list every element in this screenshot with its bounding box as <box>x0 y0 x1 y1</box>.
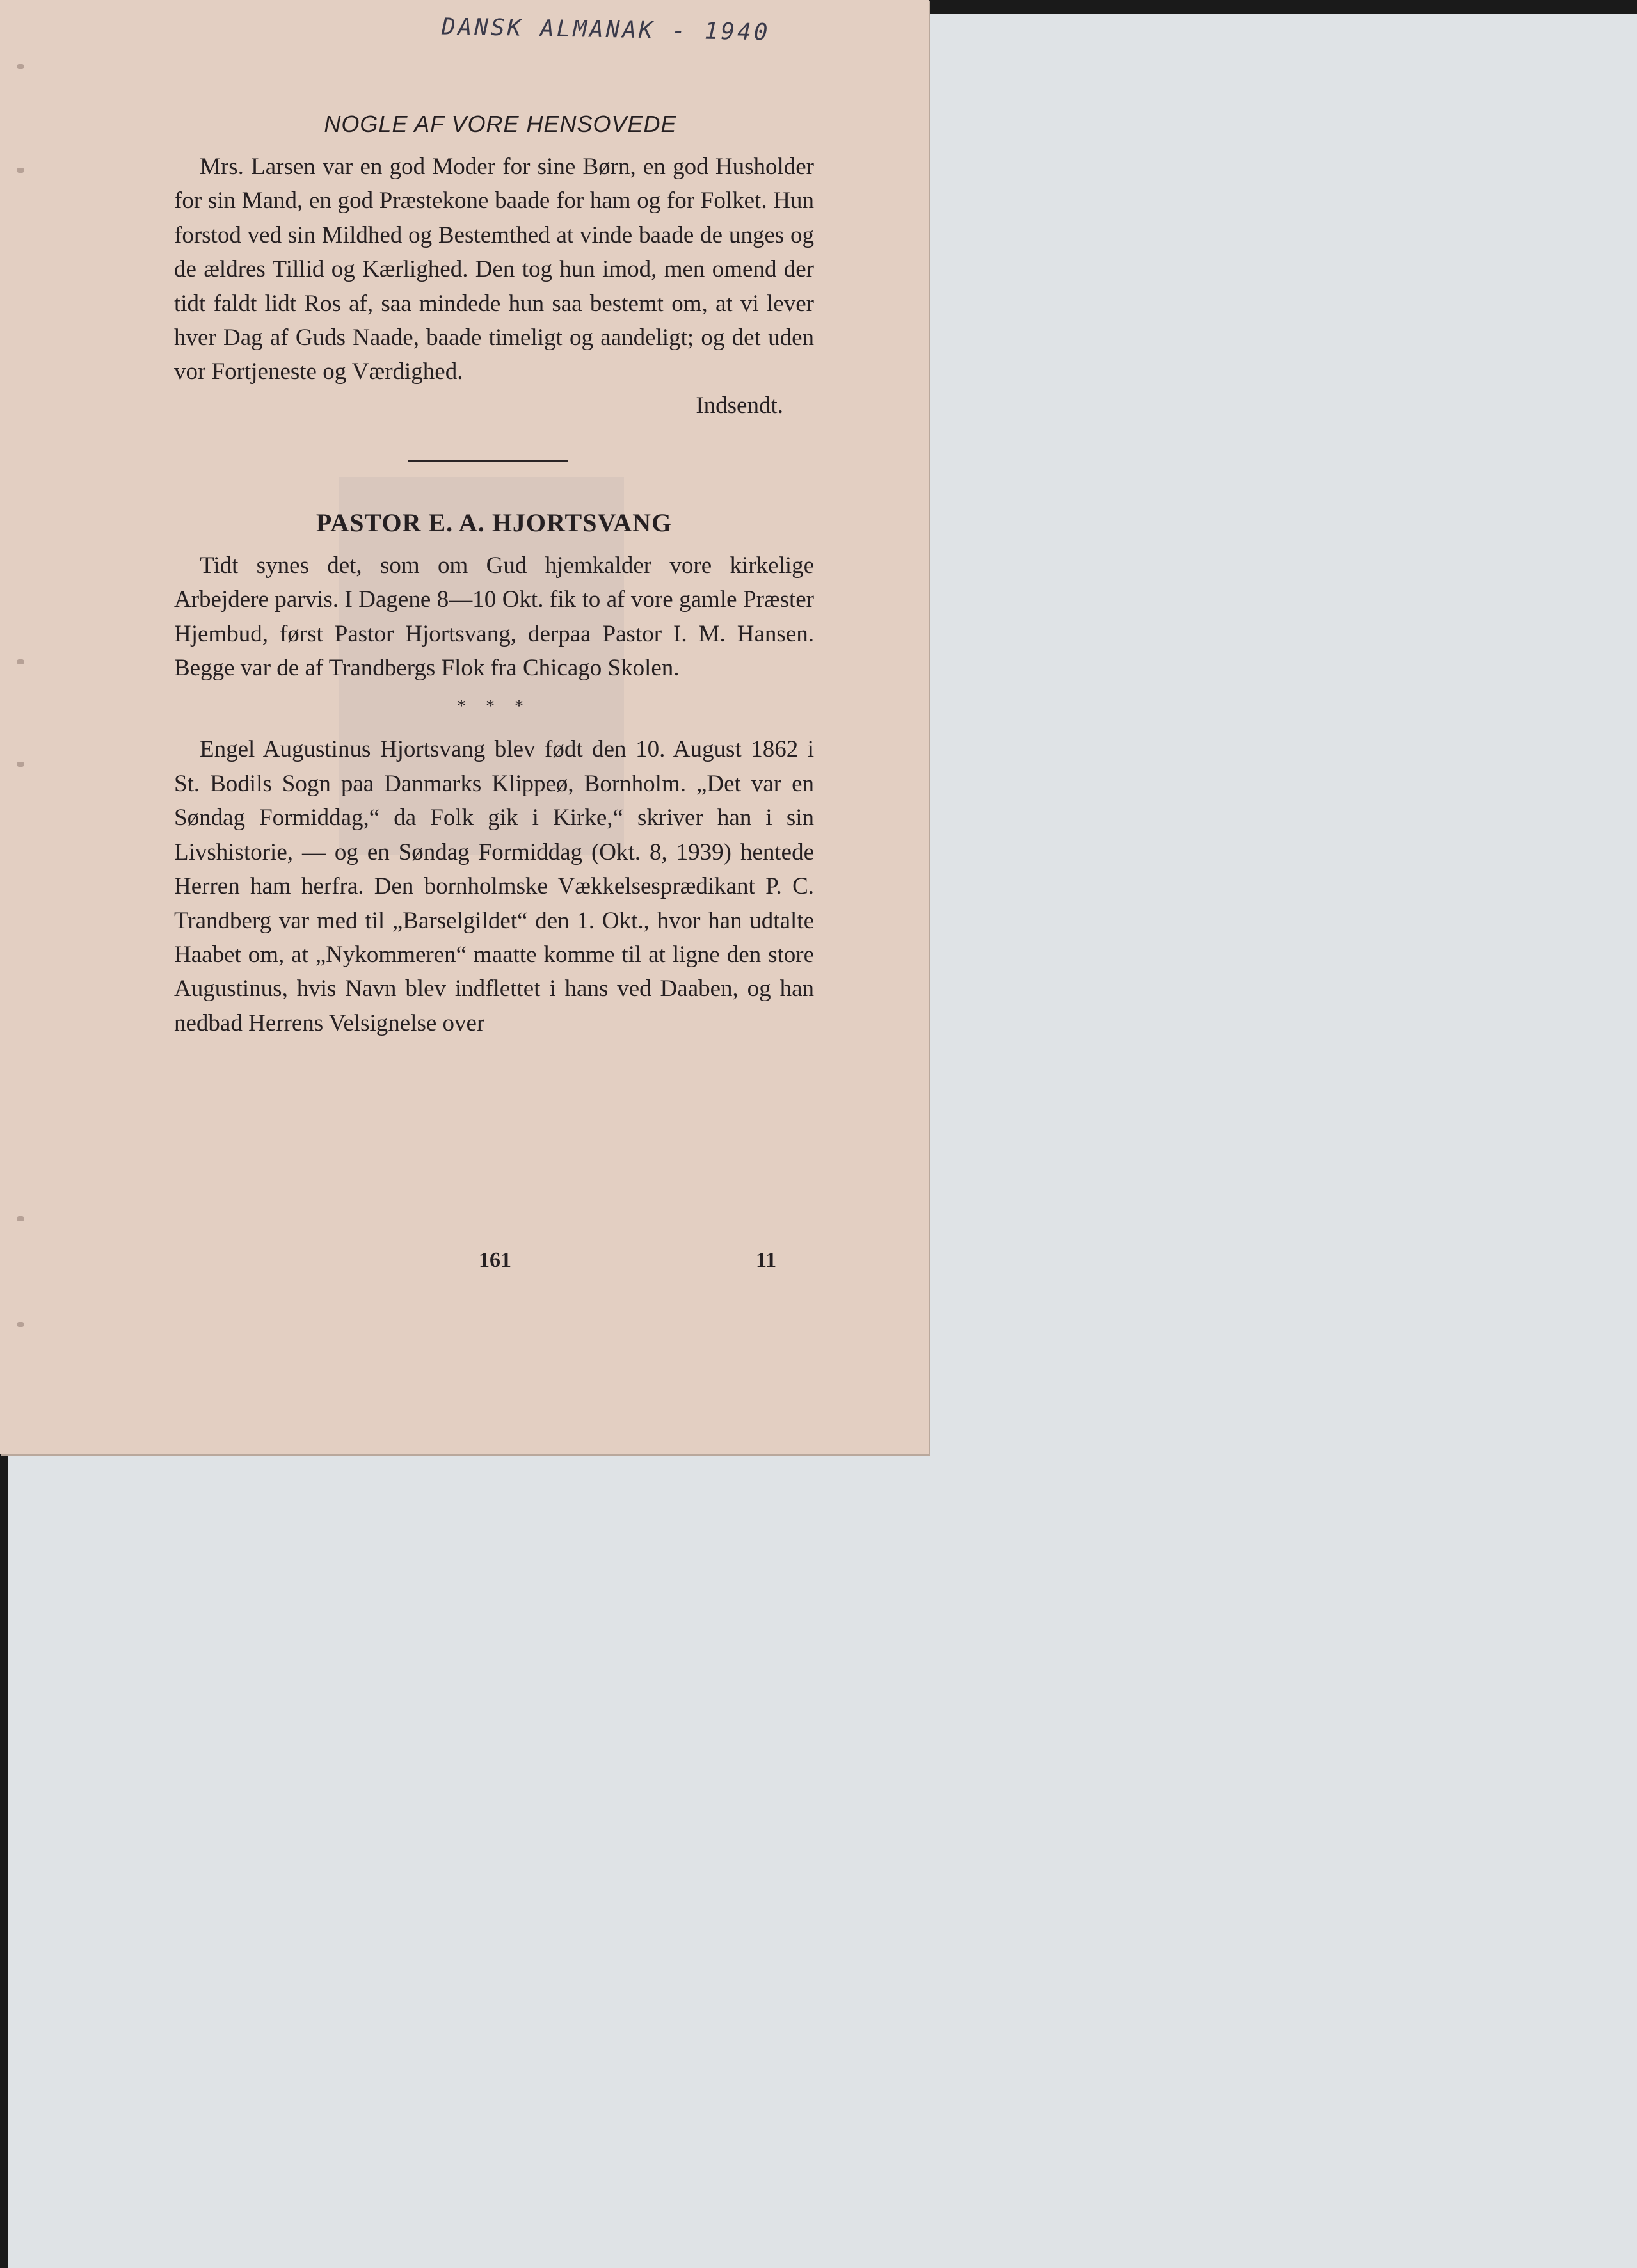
section-divider <box>408 460 568 462</box>
punch-mark <box>17 1216 24 1221</box>
section-title-hjortsvang: PASTOR E. A. HJORTSVANG <box>315 508 673 537</box>
punch-mark <box>17 1322 24 1327</box>
paragraph-biography: Engel Augustinus Hjortsvang blev født den 10. August 1862 i St. Bodils Sogn paa Danmarks Klippeø, Bornholm. „Det var en Søndag Formiddag,“ da Folk gik i Kirke,“ skriver han i sin Livshistorie, — og en Søndag Formiddag (Okt. 8, 1939) hentede Herren ham herfra. Den bornholmske Vækkelsesprædikant P. C. Trandberg var med til „Barselgildet“ den 1. Okt., hvor han udtalte Haabet om, at „Nykommeren“ maatte komme til at ligne den store Augustinus, hvis Navn blev indflettet i hans ved Daaben, og han nedbad Herrens Velsignelse over <box>174 736 814 1036</box>
punch-mark <box>17 762 24 767</box>
punch-mark <box>17 64 24 69</box>
asterism-separator: * * * <box>457 696 531 717</box>
page-content <box>174 108 814 1040</box>
scanner-edge-left <box>0 1453 8 2268</box>
paragraph-larsen: Mrs. Larsen var en god Moder for sine Børn, en god Husholder for sin Mand, en god Præstekone baade for ham og for Folket. Hun forstod ved sin Mildhed og Bestemthed at vinde baade de unges og de ældres Tillid og Kærlighed. Den tog hun imod, men omend der tidt faldt lidt Ros af, saa mindede hun saa bestemt om, at vi lever hver Dag af Guds Naade, baade timeligt og aandeligt; og det uden vor Fortjeneste og Værdighed. <box>174 154 814 385</box>
signature-indsendt: Indsendt. <box>696 392 783 419</box>
document-page <box>0 0 929 1454</box>
punch-mark <box>17 659 24 664</box>
page-number: 161 <box>479 1248 511 1272</box>
handwritten-annotation: DANSK ALMANAK - 1940 <box>441 13 771 46</box>
scanner-edge-top <box>922 0 1637 14</box>
signature-mark: 11 <box>756 1248 777 1272</box>
paragraph-intro: Tidt synes det, som om Gud hjemkalder vore kirkelige Arbejdere parvis. I Dagene 8—10 Okt. fik to af vore gamle Præster Hjembud, først Pastor Hjortsvang, derpaa Pastor I. M. Hansen. Begge var de af Trandbergs Flok fra Chicago Skolen. <box>174 552 814 682</box>
punch-mark <box>17 168 24 173</box>
section-title-nogle: NOGLE AF VORE HENSOVEDE <box>324 111 677 137</box>
